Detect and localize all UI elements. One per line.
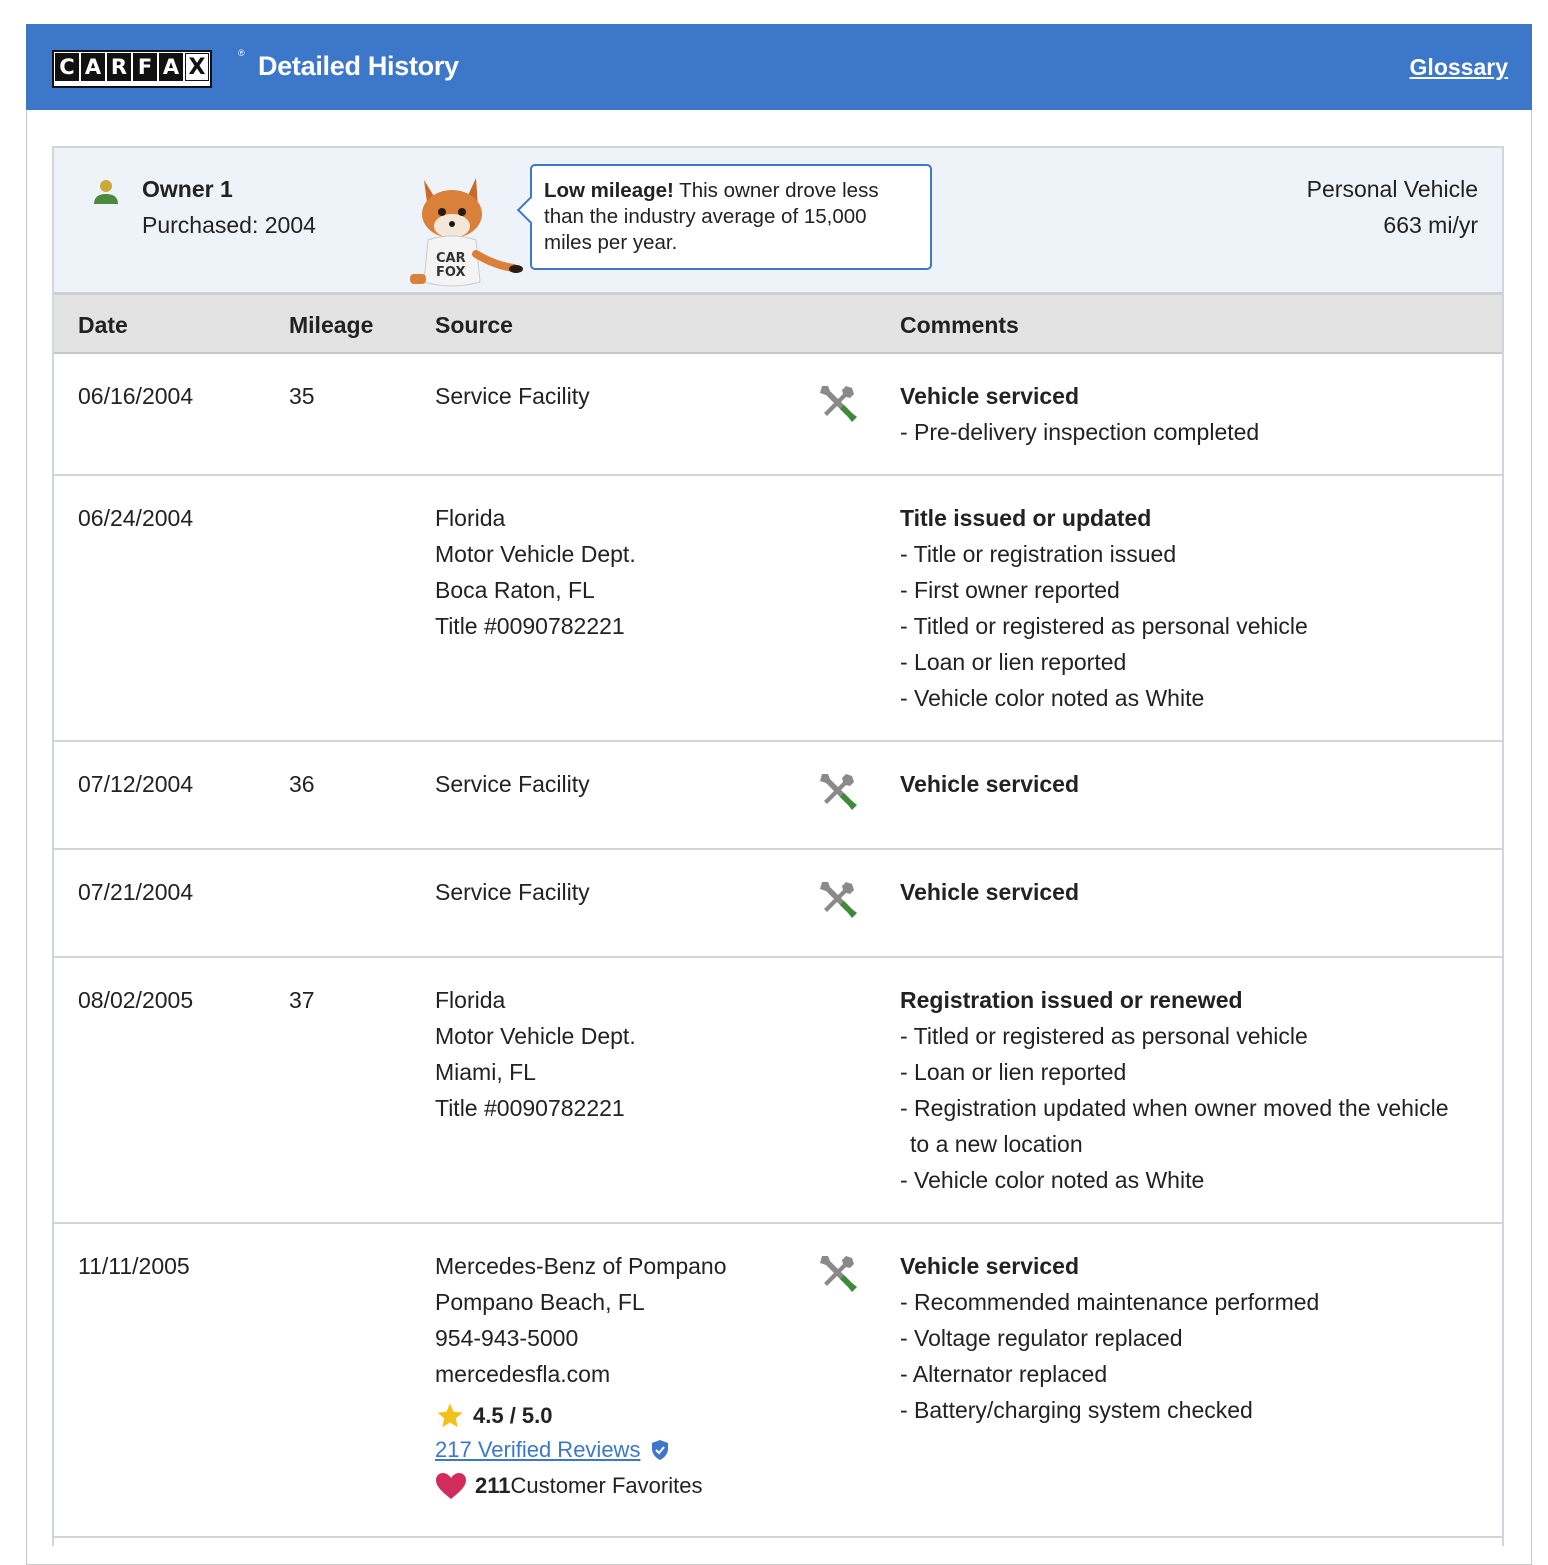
row-source — [435, 982, 805, 1126]
rating-value: 4.5 / 5.0 — [473, 1403, 553, 1428]
favorites-count: 211 — [475, 1473, 511, 1498]
miles-per-year: 663 mi/yr — [1383, 212, 1478, 238]
page-title: Detailed History — [258, 51, 459, 81]
row-comments — [900, 982, 1470, 1198]
star-icon — [435, 1401, 465, 1431]
row-source — [435, 766, 805, 802]
source-line: Pompano Beach, FL — [435, 1289, 645, 1315]
svg-text:FOX: FOX — [436, 265, 466, 280]
owner-history-card — [52, 146, 1504, 1546]
favorites-label: Customer Favorites — [510, 1473, 703, 1498]
heart-icon — [435, 1472, 467, 1500]
row-comments — [900, 1248, 1490, 1428]
source-line: Mercedes-Benz of Pompano — [435, 1253, 727, 1279]
bubble-text: This owner drove less than the industry average of 15,000 miles per year. — [544, 179, 879, 254]
comment-item: - First owner reported — [900, 577, 1120, 603]
row-mileage: 37 — [289, 987, 315, 1013]
row-date: 06/16/2004 — [78, 383, 194, 409]
comment-item: - Titled or registered as personal vehicle — [900, 613, 1308, 639]
table-row — [54, 742, 1502, 850]
source-line: Miami, FL — [435, 1059, 536, 1085]
table-row — [54, 1224, 1502, 1538]
comment-title: Registration issued or renewed — [900, 987, 1243, 1013]
reviews-label[interactable]: 217 Verified Reviews — [435, 1437, 641, 1462]
comment-title: Vehicle serviced — [900, 771, 1080, 797]
table-header — [54, 292, 1502, 354]
comment-item: - Titled or registered as personal vehicle — [900, 1023, 1308, 1049]
source-line: Service Facility — [435, 879, 590, 905]
row-comments — [900, 500, 1490, 716]
logo-letter: F — [133, 53, 157, 81]
row-mileage: 36 — [289, 771, 315, 797]
wrench-screwdriver-icon — [816, 878, 858, 920]
row-date: 11/11/2005 — [78, 1253, 190, 1279]
comment-item: - Voltage regulator replaced — [900, 1325, 1183, 1351]
source-line: Motor Vehicle Dept. — [435, 1023, 636, 1049]
comment-item: - Vehicle color noted as White — [900, 685, 1205, 711]
svg-text:CAR: CAR — [436, 251, 466, 266]
source-line: Boca Raton, FL — [435, 577, 595, 603]
owner-name: Owner 1 — [142, 176, 233, 202]
source-line: Motor Vehicle Dept. — [435, 541, 636, 567]
column-mileage: Mileage — [289, 312, 374, 338]
comment-item: - Alternator replaced — [900, 1361, 1108, 1387]
logo-letter: C — [55, 53, 79, 81]
source-line: Service Facility — [435, 383, 590, 409]
row-comments — [900, 766, 1490, 802]
source-line: mercedesfla.com — [435, 1361, 611, 1387]
table-row — [54, 958, 1502, 1224]
carfax-logo — [52, 50, 212, 88]
customer-favorites — [435, 1466, 805, 1506]
source-line: Florida — [435, 987, 506, 1013]
comment-title: Title issued or updated — [900, 505, 1152, 531]
logo-letter: A — [81, 53, 105, 81]
comment-item: - Loan or lien reported — [900, 649, 1127, 675]
comment-title: Vehicle serviced — [900, 879, 1080, 905]
wrench-screwdriver-icon — [816, 1252, 858, 1294]
source-line: Title #0090782221 — [435, 1095, 625, 1121]
logo-letter: X — [185, 53, 209, 81]
row-comments — [900, 378, 1490, 450]
comment-item: - Vehicle color noted as White — [900, 1167, 1205, 1193]
vehicle-type: Personal Vehicle — [1306, 176, 1478, 202]
detailed-history-header — [26, 24, 1532, 110]
row-date: 08/02/2005 — [78, 987, 194, 1013]
wrench-screwdriver-icon — [816, 770, 858, 812]
row-date: 06/24/2004 — [78, 505, 194, 531]
verified-reviews-link[interactable] — [435, 1434, 805, 1466]
column-date: Date — [78, 312, 128, 338]
row-comments — [900, 874, 1490, 910]
row-source — [435, 874, 805, 910]
row-mileage: 35 — [289, 383, 315, 409]
table-row — [54, 354, 1502, 476]
row-source — [435, 500, 805, 644]
column-source: Source — [435, 312, 513, 338]
person-icon — [92, 178, 120, 206]
row-date: 07/12/2004 — [78, 771, 194, 797]
verified-shield-icon — [650, 1439, 670, 1461]
carfax-fox-mascot — [406, 170, 524, 292]
comment-item: - Registration updated when owner moved the vehicle to a new location — [900, 1095, 1449, 1157]
dealer-rating — [435, 1398, 805, 1434]
logo-letter: A — [159, 53, 183, 81]
owner-purchased: Purchased: 2004 — [142, 212, 316, 238]
low-mileage-bubble — [530, 164, 932, 270]
comment-item: - Battery/charging system checked — [900, 1397, 1253, 1423]
column-comments: Comments — [900, 312, 1019, 338]
comment-title: Vehicle serviced — [900, 1253, 1080, 1279]
comment-item: - Recommended maintenance performed — [900, 1289, 1320, 1315]
comment-item: - Pre-delivery inspection completed — [900, 419, 1260, 445]
registered-mark: ® — [238, 48, 245, 58]
table-row — [54, 850, 1502, 958]
bubble-headline: Low mileage! — [544, 179, 674, 202]
logo-letter: R — [107, 53, 131, 81]
row-source — [435, 378, 805, 414]
table-row — [54, 476, 1502, 742]
owner-summary — [54, 148, 1502, 292]
row-source — [435, 1248, 805, 1506]
wrench-screwdriver-icon — [816, 382, 858, 424]
glossary-link[interactable]: Glossary — [1409, 54, 1508, 80]
source-line: Florida — [435, 505, 506, 531]
comment-title: Vehicle serviced — [900, 383, 1080, 409]
source-line: 954-943-5000 — [435, 1325, 579, 1351]
source-line: Service Facility — [435, 771, 590, 797]
comment-item: - Loan or lien reported — [900, 1059, 1127, 1085]
source-line: Title #0090782221 — [435, 613, 625, 639]
row-date: 07/21/2004 — [78, 879, 194, 905]
comment-item: - Title or registration issued — [900, 541, 1177, 567]
